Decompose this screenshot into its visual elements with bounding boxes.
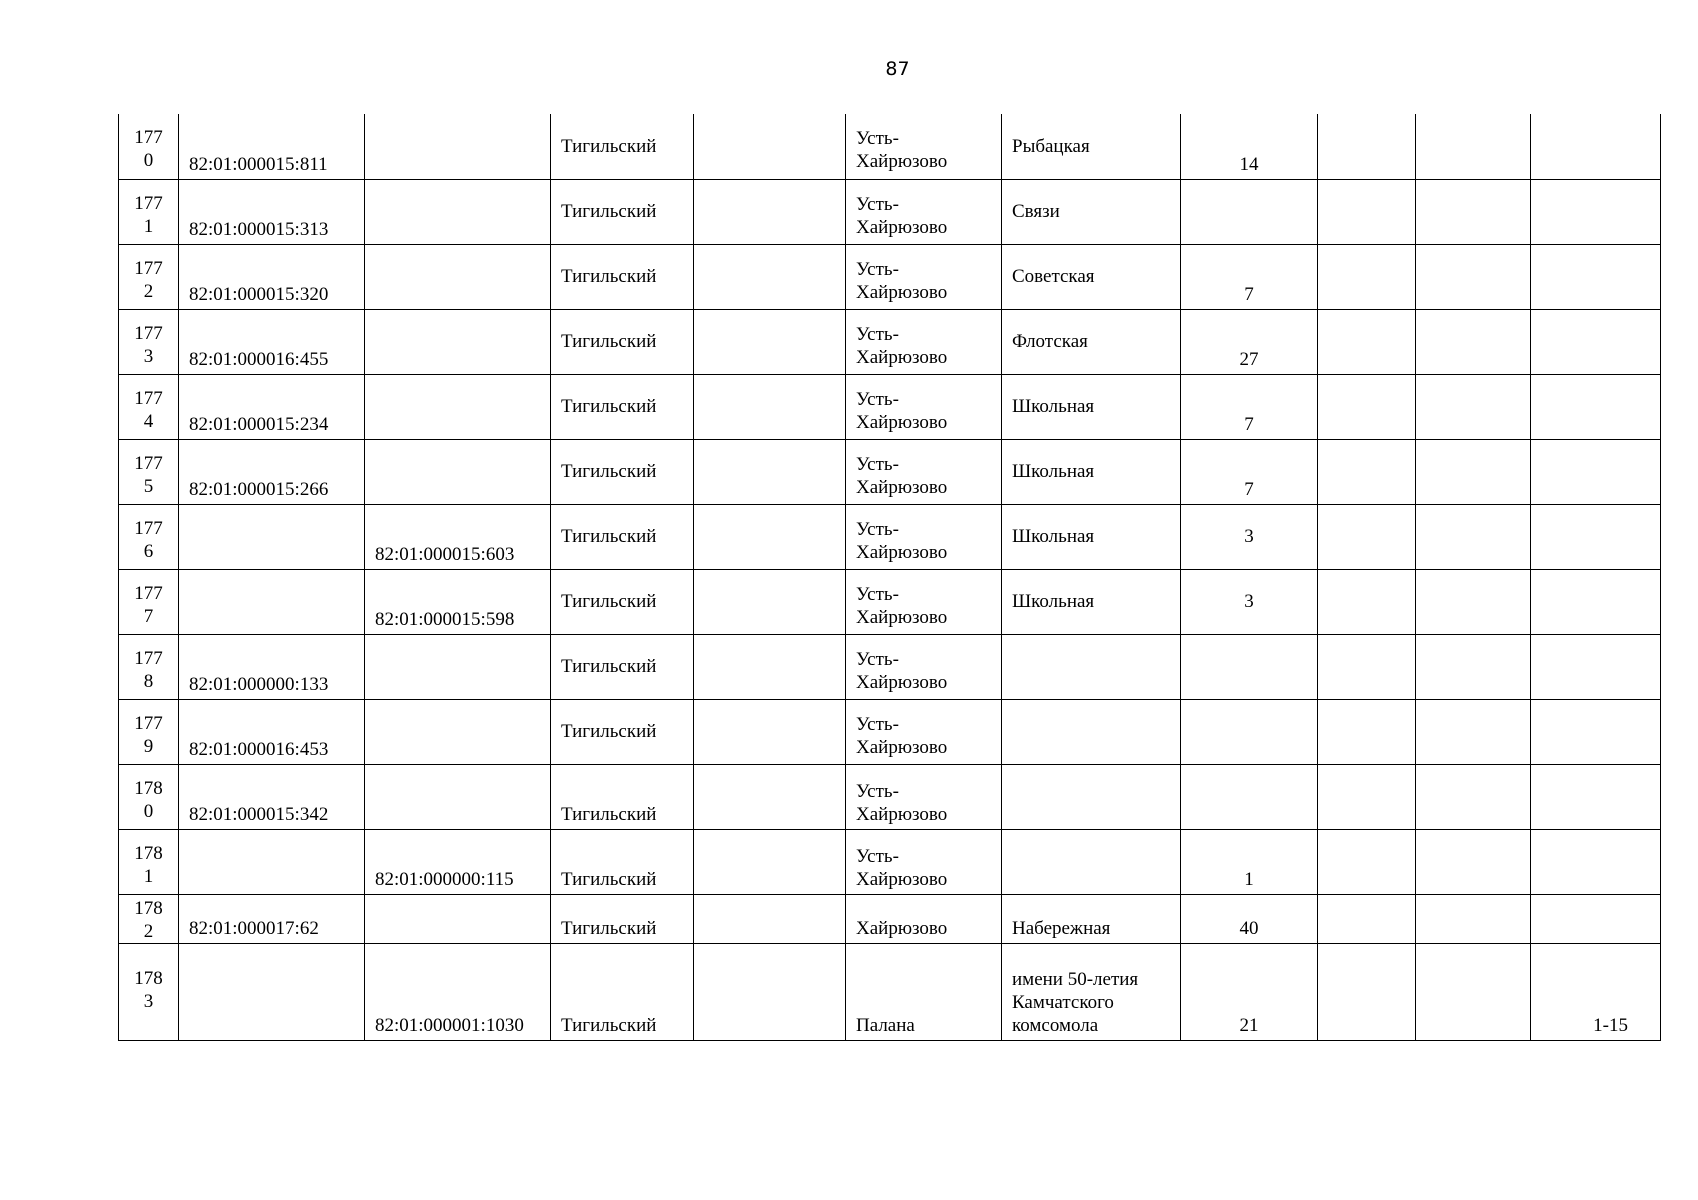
extra-cell-1 [1318,829,1416,894]
street-cell [1002,179,1181,244]
district: Тигильский [561,396,657,417]
district: Тигильский [561,917,657,939]
row-number-part: 6 [143,540,154,562]
row-number-cell [119,943,179,1040]
row-number-cell [119,114,179,179]
extra-cell-3 [1531,699,1661,764]
extra-cell-2 [1416,309,1531,374]
cadastral-number: 82:01:000015:234 [189,413,329,435]
house-number-cell [1181,439,1318,504]
empty-cell [694,829,846,894]
extra-cell-2 [1416,764,1531,829]
row-number-part: 177 [134,387,163,409]
extra-cell-2 [1416,894,1531,943]
cadastral-number: 82:01:000015:320 [189,283,329,305]
row-number-part: 177 [134,192,163,214]
settlement-name: Хайрюзово [856,346,948,368]
extra-cell-1 [1318,374,1416,439]
district: Тигильский [561,803,657,825]
district-cell [551,374,694,439]
row-number-part: 177 [134,322,163,344]
extra-value-3: 1-15 [1593,1014,1628,1036]
settlement-name: Усть- [856,713,899,735]
row-number-cell [119,699,179,764]
extra-cell-2 [1416,244,1531,309]
street-name: Советская [1012,266,1095,287]
cadastral-number: 82:01:000015:313 [189,218,329,240]
row-number-cell [119,569,179,634]
district-cell [551,504,694,569]
extra-cell-3 [1531,634,1661,699]
table-row [119,244,1661,309]
cadastral-number-cell [179,829,365,894]
cadastral-number-2-cell [365,244,551,309]
settlement-name: Хайрюзово [856,151,948,172]
empty-cell [694,569,846,634]
extra-cell-1 [1318,894,1416,943]
settlement-name: Усть- [856,193,899,215]
row-number-part: 3 [143,345,154,367]
extra-cell-3 [1531,569,1661,634]
cadastral-number-2-cell [365,179,551,244]
house-number-cell [1181,634,1318,699]
district-cell [551,114,694,179]
extra-cell-2 [1416,699,1531,764]
settlement-cell [846,764,1002,829]
house-number-cell [1181,569,1318,634]
cadastral-number-cell [179,374,365,439]
street-name: Рыбацкая [1012,135,1090,157]
cadastral-number-cell [179,699,365,764]
district: Тигильский [561,526,657,547]
row-number-part: 8 [143,670,154,692]
street-cell [1002,829,1181,894]
settlement-name: Усть- [856,388,899,410]
district-cell [551,894,694,943]
district: Тигильский [561,331,657,352]
extra-cell-2 [1416,504,1531,569]
row-number-part: 2 [143,920,154,942]
extra-cell-2 [1416,569,1531,634]
cadastral-number-cell [179,569,365,634]
row-number-part: 1 [143,215,154,237]
settlement-cell [846,179,1002,244]
settlement-cell [846,244,1002,309]
row-number-cell [119,829,179,894]
row-number-part: 3 [143,990,154,1012]
house-number: 27 [1239,348,1259,370]
row-number-part: 178 [134,842,163,864]
cadastral-number: 82:01:000000:133 [189,673,329,695]
extra-cell-3 [1531,439,1661,504]
table-row [119,179,1661,244]
row-number-cell [119,309,179,374]
page-number: 87 [885,58,910,80]
cadastral-number-cell [179,764,365,829]
cadastral-number-cell [179,439,365,504]
house-number: 3 [1244,591,1254,612]
house-number: 40 [1239,917,1259,939]
street-name: Флотская [1012,331,1088,352]
house-number: 7 [1244,478,1254,500]
extra-cell-3 [1531,179,1661,244]
cadastral-number-cell [179,894,365,943]
row-number-part: 177 [134,582,163,604]
house-number-cell [1181,179,1318,244]
row-number-part: 177 [134,517,163,539]
cadastral-number-2-cell [365,114,551,179]
district: Тигильский [561,721,657,742]
extra-cell-3 [1531,894,1661,943]
cadastral-number: 82:01:000015:342 [189,803,329,825]
district-cell [551,634,694,699]
street-name: Школьная [1012,526,1095,547]
house-number: 7 [1244,413,1254,435]
district: Тигильский [561,135,657,157]
row-number-part: 5 [143,475,154,497]
extra-cell-3 [1531,829,1661,894]
settlement-name: Усть- [856,128,899,149]
cadastral-number-cell [179,504,365,569]
district: Тигильский [561,201,657,222]
settlement-name: Хайрюзово [856,541,948,563]
extra-cell-1 [1318,634,1416,699]
street-cell [1002,244,1181,309]
settlement-name: Палана [856,1014,915,1036]
street-cell [1002,309,1181,374]
house-number: 21 [1239,1014,1259,1036]
settlement-cell [846,699,1002,764]
row-number-part: 1 [143,865,154,887]
street-cell [1002,504,1181,569]
extra-cell-3 [1531,504,1661,569]
street-name: Школьная [1012,461,1095,482]
extra-cell-1 [1318,309,1416,374]
empty-cell [694,244,846,309]
house-number: 1 [1244,868,1254,890]
house-number-cell [1181,374,1318,439]
extra-cell-2 [1416,374,1531,439]
extra-cell-3 [1531,764,1661,829]
cadastral-number: 82:01:000015:266 [189,478,329,500]
street-name: Школьная [1012,396,1095,417]
empty-cell [694,943,846,1040]
street-name: Связи [1012,201,1060,222]
cadastral-number-2-cell [365,894,551,943]
settlement-cell [846,309,1002,374]
district-cell [551,179,694,244]
table-row [119,764,1661,829]
settlement-cell [846,569,1002,634]
district: Тигильский [561,868,657,890]
extra-cell-1 [1318,114,1416,179]
district: Тигильский [561,461,657,482]
empty-cell [694,764,846,829]
district-cell [551,699,694,764]
district: Тигильский [561,656,657,677]
house-number-cell [1181,114,1318,179]
extra-cell-2 [1416,634,1531,699]
settlement-cell [846,634,1002,699]
empty-cell [694,634,846,699]
cadastral-number-2: 82:01:000015:598 [375,608,515,630]
extra-cell-1 [1318,179,1416,244]
settlement-cell [846,504,1002,569]
district: Тигильский [561,1014,657,1036]
extra-cell-2 [1416,114,1531,179]
settlement-name: Хайрюзово [856,917,948,939]
extra-cell-3 [1531,244,1661,309]
row-number-part: 178 [134,897,163,919]
cadastral-number-2-cell [365,569,551,634]
district-cell [551,569,694,634]
row-number-part: 177 [134,257,163,279]
table-row [119,374,1661,439]
register-table [118,114,1661,1041]
row-number-cell [119,504,179,569]
extra-cell-1 [1318,569,1416,634]
house-number-cell [1181,244,1318,309]
district: Тигильский [561,591,657,612]
row-number-part: 177 [134,712,163,734]
street-cell [1002,634,1181,699]
row-number-cell [119,764,179,829]
settlement-name: Усть- [856,258,899,280]
cadastral-number-2-cell [365,439,551,504]
extra-cell-1 [1318,764,1416,829]
row-number-cell [119,374,179,439]
table-row [119,634,1661,699]
district: Тигильский [561,266,657,287]
row-number-part: 9 [143,735,154,757]
district-cell [551,439,694,504]
extra-cell-2 [1416,943,1531,1040]
extra-cell-1 [1318,244,1416,309]
row-number-part: 177 [134,127,163,148]
row-number-part: 4 [143,410,154,432]
street-cell [1002,374,1181,439]
settlement-cell [846,439,1002,504]
empty-cell [694,504,846,569]
settlement-name: Хайрюзово [856,803,948,825]
row-number-part: 178 [134,777,163,799]
settlement-name: Усть- [856,648,899,670]
house-number-cell [1181,764,1318,829]
row-number-cell [119,894,179,943]
cadastral-number-2: 82:01:000015:603 [375,543,515,565]
cadastral-number: 82:01:000017:62 [189,917,319,939]
street-cell [1002,569,1181,634]
extra-cell-1 [1318,439,1416,504]
district-cell [551,764,694,829]
street-cell [1002,114,1181,179]
cadastral-number-2-cell [365,309,551,374]
row-number-part: 178 [134,967,163,989]
table-row [119,829,1661,894]
house-number-cell [1181,943,1318,1040]
street-cell [1002,439,1181,504]
settlement-name: Хайрюзово [856,476,948,498]
row-number-part: 0 [143,150,154,171]
house-number: 7 [1244,283,1254,305]
empty-cell [694,179,846,244]
settlement-name: Хайрюзово [856,281,948,303]
settlement-name: Усть- [856,518,899,540]
table-row [119,114,1661,179]
empty-cell [694,114,846,179]
row-number-cell [119,634,179,699]
cadastral-number-cell [179,179,365,244]
street-name: имени 50-летия [1012,968,1139,990]
cadastral-number-2-cell [365,374,551,439]
cadastral-number-2-cell [365,504,551,569]
house-number-cell [1181,829,1318,894]
street-name: комсомола [1012,1014,1099,1036]
district-cell [551,244,694,309]
settlement-name: Хайрюзово [856,671,948,693]
cadastral-number-2-cell [365,634,551,699]
cadastral-number-2-cell [365,829,551,894]
row-number-part: 177 [134,647,163,669]
settlement-cell [846,894,1002,943]
empty-cell [694,309,846,374]
cadastral-number: 82:01:000016:455 [189,348,329,370]
district-cell [551,309,694,374]
table-row [119,569,1661,634]
street-name: Камчатского [1012,991,1114,1013]
street-cell [1002,764,1181,829]
house-number: 14 [1239,153,1259,175]
table-row [119,699,1661,764]
table-row [119,309,1661,374]
cadastral-number-cell [179,634,365,699]
settlement-name: Хайрюзово [856,868,948,890]
cadastral-number-2: 82:01:000001:1030 [375,1014,524,1036]
settlement-cell [846,114,1002,179]
house-number-cell [1181,504,1318,569]
settlement-cell [846,829,1002,894]
row-number-part: 177 [134,452,163,474]
house-number-cell [1181,699,1318,764]
cadastral-number: 82:01:000015:811 [189,153,328,175]
extra-cell-1 [1318,504,1416,569]
extra-cell-1 [1318,699,1416,764]
empty-cell [694,439,846,504]
cadastral-number-2-cell [365,699,551,764]
settlement-name: Хайрюзово [856,411,948,433]
extra-cell-3 [1531,309,1661,374]
street-name: Набережная [1012,917,1111,939]
cadastral-number-2-cell [365,764,551,829]
empty-cell [694,374,846,439]
row-number-part: 7 [143,605,154,627]
cadastral-number-cell [179,309,365,374]
row-number-cell [119,179,179,244]
street-cell [1002,894,1181,943]
settlement-name: Усть- [856,845,899,867]
cadastral-number-2: 82:01:000000:115 [375,868,514,890]
cadastral-number: 82:01:000016:453 [189,738,329,760]
row-number-cell [119,439,179,504]
extra-cell-3 [1531,374,1661,439]
row-number-part: 2 [143,280,154,302]
cadastral-number-cell [179,244,365,309]
house-number-cell [1181,894,1318,943]
table-row [119,894,1661,943]
extra-cell-2 [1416,439,1531,504]
row-number-cell [119,244,179,309]
table-row [119,439,1661,504]
settlement-name: Хайрюзово [856,216,948,238]
extra-cell-2 [1416,179,1531,244]
extra-cell-1 [1318,943,1416,1040]
extra-cell-2 [1416,829,1531,894]
settlement-name: Хайрюзово [856,736,948,758]
cadastral-number-cell [179,943,365,1040]
settlement-name: Хайрюзово [856,606,948,628]
settlement-cell [846,943,1002,1040]
extra-cell-3 [1531,943,1661,1040]
district-cell [551,943,694,1040]
settlement-name: Усть- [856,780,899,802]
house-number: 3 [1244,526,1254,547]
district-cell [551,829,694,894]
cadastral-number-cell [179,114,365,179]
street-cell [1002,699,1181,764]
row-number-part: 0 [143,800,154,822]
street-cell [1002,943,1181,1040]
table-row [119,943,1661,1040]
extra-cell-3 [1531,114,1661,179]
settlement-name: Усть- [856,453,899,475]
empty-cell [694,699,846,764]
empty-cell [694,894,846,943]
house-number-cell [1181,309,1318,374]
street-name: Школьная [1012,591,1095,612]
cadastral-number-2-cell [365,943,551,1040]
settlement-name: Усть- [856,323,899,345]
settlement-name: Усть- [856,583,899,605]
settlement-cell [846,374,1002,439]
table-row [119,504,1661,569]
